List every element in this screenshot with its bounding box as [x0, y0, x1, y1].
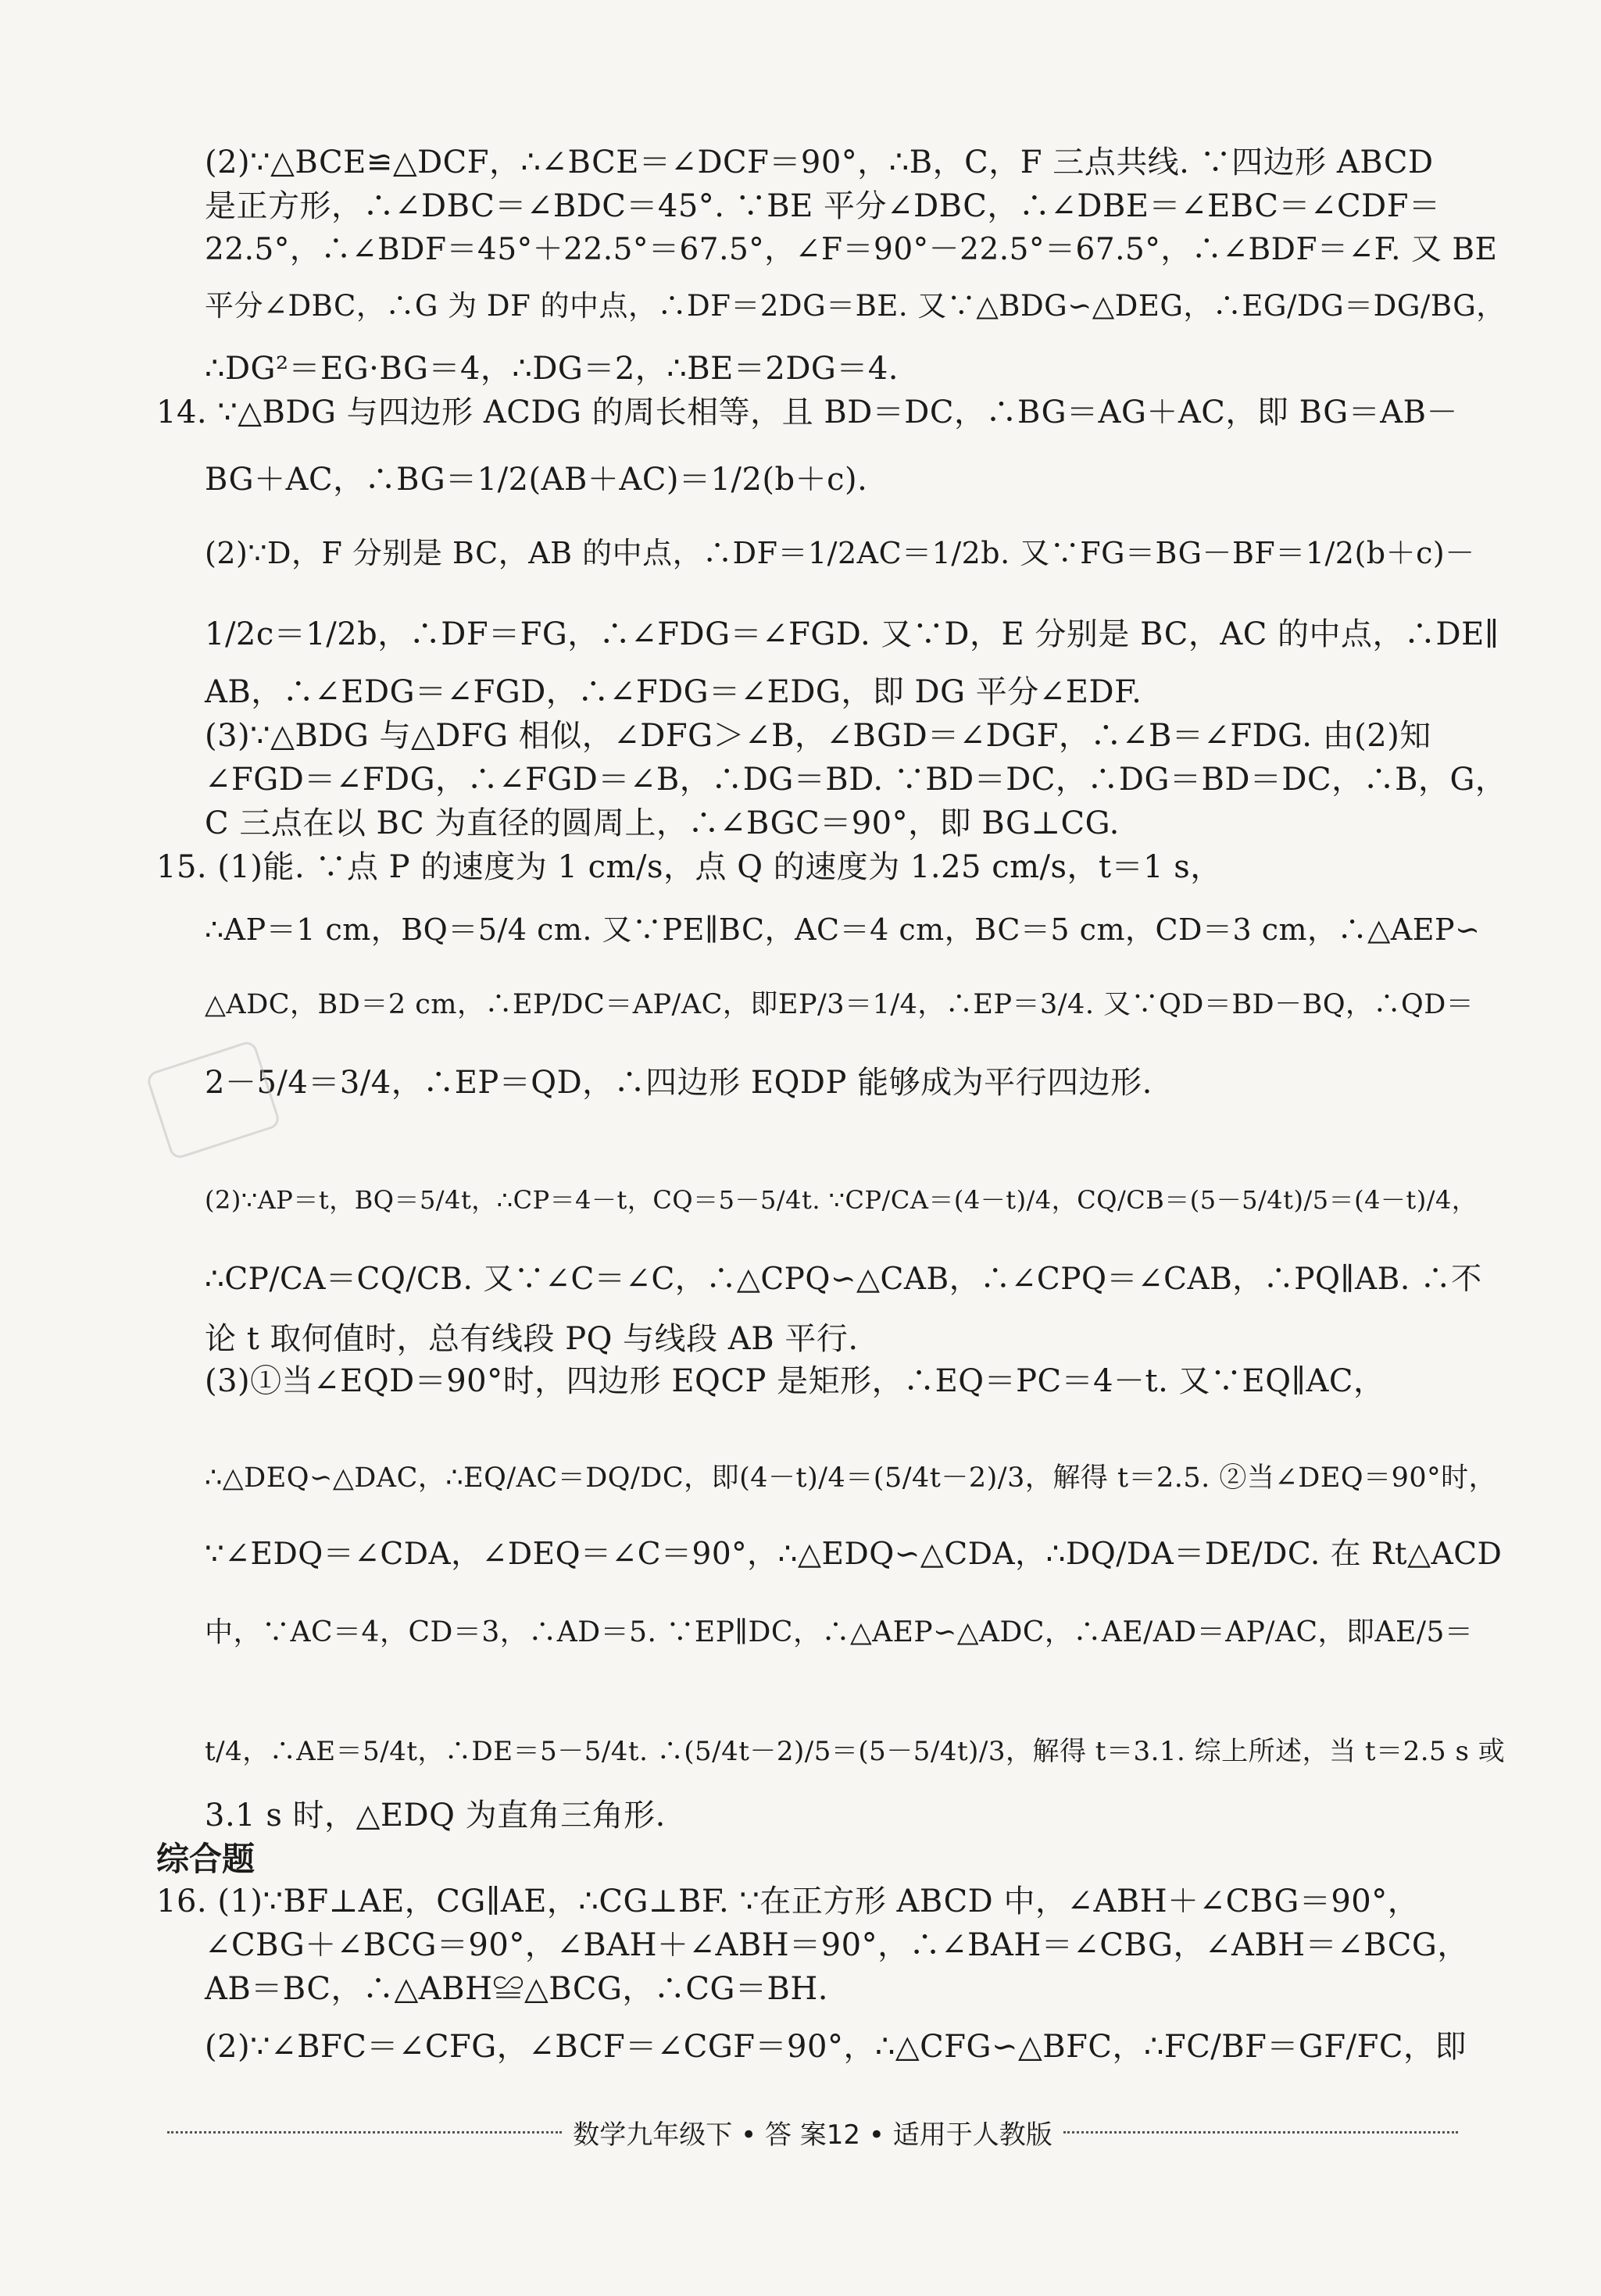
text-line: 22.5°，∴∠BDF＝45°＋22.5°＝67.5°，∠F＝90°－22.5°＝67.5°，∴∠BDF＝∠F. 又 BE: [205, 232, 1498, 267]
text-line: ∠FGD＝∠FDG，∴∠FGD＝∠B，∴DG＝BD. ∵BD＝DC，∴DG＝BD＝DC，∴B，G，: [205, 762, 1507, 798]
footer-text: 数学九年级下 • 答 案12 • 适用于人教版: [573, 2119, 1052, 2151]
text-line: C 三点在以 BC 为直径的圆周上，∴∠BGC＝90°，即 BG⊥CG.: [205, 805, 1120, 841]
text-line: BG＋AC，∴BG＝1/2(AB＋AC)＝1/2(b＋c).: [205, 462, 868, 498]
page-footer: [156, 2113, 1469, 2151]
text-line: (2)∵∠BFC＝∠CFG，∠BCF＝∠CGF＝90°，∴△CFG∽△BFC，∴FC/BF＝GF/FC，即: [205, 2029, 1467, 2065]
text-line: 15. (1)能. ∵点 P 的速度为 1 cm/s，点 Q 的速度为 1.25 cm/s，t＝1 s，: [156, 849, 1222, 885]
text-line: 1/2c＝1/2b，∴DF＝FG，∴∠FDG＝∠FGD. 又∵D，E 分别是 BC，AC 的中点，∴DE∥: [205, 616, 1499, 652]
text-line: 2－5/4＝3/4，∴EP＝QD，∴四边形 EQDP 能够成为平行四边形.: [205, 1065, 1153, 1101]
text-line: 中，∵AC＝4，CD＝3，∴AD＝5. ∵EP∥DC，∴△AEP∽△ADC，∴AE/AD＝AP/AC，即AE/5＝: [205, 1616, 1474, 1648]
text-line: AB＝BC，∴△ABH≌△BCG，∴CG＝BH.: [205, 1971, 828, 2007]
section-heading: 综合题: [156, 1840, 256, 1878]
text-line: ∠CBG＋∠BCG＝90°，∠BAH＋∠ABH＝90°，∴∠BAH＝∠CBG，∠ABH＝∠BCG，: [205, 1927, 1469, 1963]
text-line: 14. ∵△BDG 与四边形 ACDG 的周长相等，且 BD＝DC，∴BG＝AG＋AC，即 BG＝AB－: [156, 395, 1458, 430]
text-line: AB，∴∠EDG＝∠FGD，∴∠FDG＝∠EDG，即 DG 平分∠EDF.: [205, 674, 1142, 710]
text-line: (2)∵D，F 分别是 BC，AB 的中点，∴DF＝1/2AC＝1/2b. 又∵FG＝BG－BF＝1/2(b＋c)－: [205, 536, 1475, 570]
text-line: (3)①当∠EQD＝90°时，四边形 EQCP 是矩形，∴EQ＝PC＝4－t. 又∵EQ∥AC，: [205, 1363, 1385, 1399]
text-line: 论 t 取何值时，总有线段 PQ 与线段 AB 平行.: [205, 1321, 859, 1357]
stamp-watermark: [145, 1039, 282, 1160]
text-line: △ADC，BD＝2 cm，∴EP/DC＝AP/AC，即EP/3＝1/4，∴EP＝3/4. 又∵QD＝BD－BQ，∴QD＝: [205, 989, 1474, 1020]
text-line: 平分∠DBC，∴G 为 DF 的中点，∴DF＝2DG＝BE. 又∵△BDG∽△DEG，∴EG/DG＝DG/BG，: [205, 289, 1506, 323]
footer-dots-left: [167, 2131, 562, 2134]
footer-dots-right: [1063, 2131, 1458, 2134]
text-line: (2)∵△BCE≌△DCF，∴∠BCE＝∠DCF＝90°，∴B，C，F 三点共线. ∵四边形 ABCD: [205, 145, 1434, 180]
text-line: (2)∵AP＝t，BQ＝5/4t，∴CP＝4－t，CQ＝5－5/4t. ∵CP/CA＝(4－t)/4，CQ/CB＝(5－5/4t)/5＝(4－t)/4，: [205, 1185, 1478, 1215]
text-line: ∴△DEQ∽△DAC，∴EQ/AC＝DQ/DC，即(4－t)/4＝(5/4t－2)/3，解得 t＝2.5. ②当∠DEQ＝90°时，: [205, 1462, 1497, 1494]
text-line: 16. (1)∵BF⊥AE，CG∥AE，∴CG⊥BF. ∵在正方形 ABCD 中，∠ABH＋∠CBG＝90°，: [156, 1884, 1420, 1919]
text-line: (3)∵△BDG 与△DFG 相似，∠DFG＞∠B，∠BGD＝∠DGF，∴∠B＝∠FDG. 由(2)知: [205, 718, 1431, 754]
text-line: ∵∠EDQ＝∠CDA，∠DEQ＝∠C＝90°，∴△EDQ∽△CDA，∴DQ/DA＝DE/DC. 在 Rt△ACD: [205, 1537, 1503, 1572]
text-line: ∴DG²＝EG·BG＝4，∴DG＝2，∴BE＝2DG＝4.: [205, 351, 899, 387]
text-line: t/4，∴AE＝5/4t，∴DE＝5－5/4t. ∴(5/4t－2)/5＝(5－5/4t)/3，解得 t＝3.1. 综上所述，当 t＝2.5 s 或: [205, 1736, 1506, 1767]
text-line: 3.1 s 时，△EDQ 为直角三角形.: [205, 1798, 666, 1834]
text-line: 是正方形，∴∠DBC＝∠BDC＝45°. ∵BE 平分∠DBC，∴∠DBE＝∠EBC＝∠CDF＝: [205, 188, 1441, 224]
text-line: ∴CP/CA＝CQ/CB. 又∵∠C＝∠C，∴△CPQ∽△CAB，∴∠CPQ＝∠CAB，∴PQ∥AB. ∴不: [205, 1262, 1482, 1297]
text-line: ∴AP＝1 cm，BQ＝5/4 cm. 又∵PE∥BC，AC＝4 cm，BC＝5 cm，CD＝3 cm，∴△AEP∽: [205, 912, 1481, 947]
